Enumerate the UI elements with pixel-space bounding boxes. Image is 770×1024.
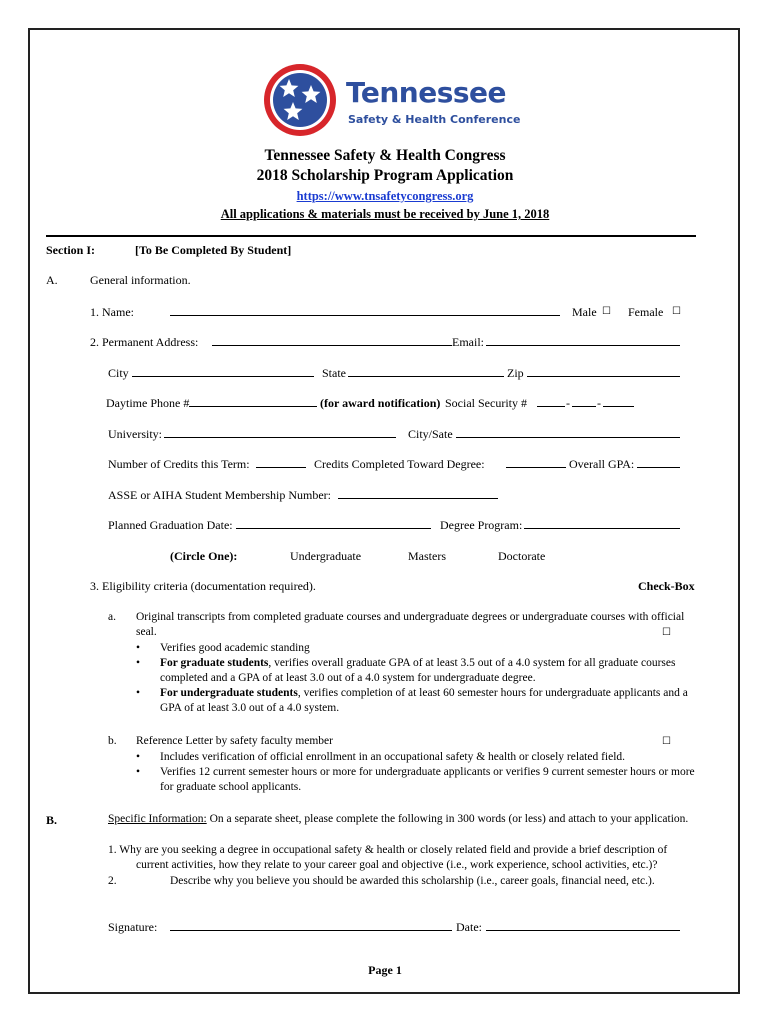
signature-label: Signature: xyxy=(108,920,158,934)
logo-name: Tennessee xyxy=(346,76,507,109)
ssn-field-2[interactable] xyxy=(572,395,596,407)
item-b-text: Reference Letter by safety faculty member xyxy=(136,735,333,747)
part-b-intro: Specific Information: On a separate sheet, please complete the following in 300 words (or less) and attach to your application. xyxy=(108,813,689,825)
date-label: Date: xyxy=(456,920,482,934)
item-b-letter: b. xyxy=(108,735,117,747)
checkbox-header: Check-Box xyxy=(638,579,695,593)
logo xyxy=(262,62,521,138)
part-a-letter: A. xyxy=(46,273,58,287)
section-note: [To Be Completed By Student] xyxy=(135,243,292,257)
university-label: University: xyxy=(108,427,162,441)
state-label: State xyxy=(322,366,346,380)
website-link[interactable]: https://www.tnsafetycongress.org xyxy=(296,189,474,203)
female-label: Female xyxy=(628,305,664,319)
deadline-notice: All applications & materials must be received by June 1, 2018 xyxy=(220,207,550,221)
address-label: 2. Permanent Address: xyxy=(90,335,199,349)
eligibility-label: 3. Eligibility criteria (documentation required). xyxy=(90,579,316,593)
signature-field[interactable] xyxy=(170,919,452,931)
option-doctorate[interactable]: Doctorate xyxy=(498,549,546,563)
zip-field[interactable] xyxy=(527,365,680,377)
credits-completed-field[interactable] xyxy=(506,456,566,468)
item-a-letter: a. xyxy=(108,611,116,623)
question-1-cont: current activities, how they relate to your career goal and objective (i.e., work experience, school activities, etc.)? xyxy=(136,859,658,871)
list-item: • For graduate students, verifies overall graduate GPA of at least 3.5 out of a 4.0 system for all graduate courses completed and a GPA of at least 3.0 out of a 4.0 system for undergraduate degree. xyxy=(136,656,696,686)
credits-term-label: Number of Credits this Term: xyxy=(108,457,250,471)
list-item: • For undergraduate students, verifies completion of at least 60 semester hours for undergraduate applicants and a GPA of at least 3.0 out of a 4.0 system. xyxy=(136,686,696,716)
degree-field[interactable] xyxy=(524,517,680,529)
phone-label: Daytime Phone # xyxy=(106,396,190,410)
option-masters[interactable]: Masters xyxy=(408,549,446,563)
degree-label: Degree Program: xyxy=(440,518,523,532)
list-item: • Includes verification of official enrollment in an occupational safety & health or closely related field. xyxy=(136,750,702,765)
ssn-field-3[interactable] xyxy=(603,395,634,407)
tennessee-tristar-icon xyxy=(262,62,338,138)
ssn-separator-2: - xyxy=(597,396,601,410)
grad-date-label: Planned Graduation Date: xyxy=(108,518,233,532)
part-a-title: General information. xyxy=(90,273,191,287)
item-a-bullets xyxy=(136,641,696,716)
part-b-title: Specific Information: xyxy=(108,813,207,825)
list-item: • Verifies good academic standing xyxy=(136,641,696,656)
membership-field[interactable] xyxy=(338,487,498,499)
city-field[interactable] xyxy=(132,365,314,377)
university-field[interactable] xyxy=(164,426,396,438)
item-b-checkbox[interactable]: ☐ xyxy=(662,736,671,747)
circle-one-label: (Circle One): xyxy=(170,549,238,563)
question-2: Describe why you believe you should be awarded this scholarship (i.e., career goals, financial need, etc.). xyxy=(170,875,655,887)
male-label: Male xyxy=(572,305,597,319)
ssn-separator-1: - xyxy=(566,396,570,410)
name-field[interactable] xyxy=(170,304,560,316)
header-rule xyxy=(46,235,696,237)
city-label: City xyxy=(108,366,129,380)
membership-label: ASSE or AIHA Student Membership Number: xyxy=(108,488,331,502)
question-1: 1. Why are you seeking a degree in occupational safety & health or closely related field and provide a brief description of xyxy=(108,844,668,856)
doc-subtitle: 2018 Scholarship Program Application xyxy=(256,167,514,184)
zip-label: Zip xyxy=(507,366,524,380)
name-label: 1. Name: xyxy=(90,305,134,319)
address-field[interactable] xyxy=(212,334,452,346)
gpa-field[interactable] xyxy=(637,456,680,468)
email-field[interactable] xyxy=(486,334,680,346)
citystate-label: City/Sate xyxy=(408,427,453,441)
state-field[interactable] xyxy=(348,365,504,377)
option-undergraduate[interactable]: Undergraduate xyxy=(290,549,362,563)
item-a-text-cont: seal. xyxy=(136,626,157,638)
ssn-field-1[interactable] xyxy=(537,395,565,407)
phone-note: (for award notification) xyxy=(320,396,441,410)
section-label: Section I: xyxy=(46,243,95,257)
citystate-field[interactable] xyxy=(456,426,680,438)
item-b-bullets xyxy=(136,750,702,795)
ssn-label: Social Security # xyxy=(445,396,527,410)
doc-title: Tennessee Safety & Health Congress xyxy=(264,147,506,164)
list-item: • Verifies 12 current semester hours or more for undergraduate applicants or verifies 9 current semester hours or more for graduate school applicants. xyxy=(136,765,702,795)
credits-term-field[interactable] xyxy=(256,456,306,468)
credits-completed-label: Credits Completed Toward Degree: xyxy=(314,457,485,471)
female-checkbox[interactable]: ☐ xyxy=(672,306,681,317)
question-2-number: 2. xyxy=(108,875,117,887)
gpa-label: Overall GPA: xyxy=(569,457,635,471)
logo-tagline: Safety & Health Conference xyxy=(348,113,521,126)
page-number: Page 1 xyxy=(368,963,402,977)
item-a-text: Original transcripts from completed graduate courses and undergraduate degrees or undergraduate courses with official xyxy=(136,611,685,623)
phone-field[interactable] xyxy=(189,395,317,407)
part-b-letter: B. xyxy=(46,813,58,827)
male-checkbox[interactable]: ☐ xyxy=(602,306,611,317)
email-label: Email: xyxy=(452,335,484,349)
date-field[interactable] xyxy=(486,919,680,931)
grad-date-field[interactable] xyxy=(236,517,431,529)
item-a-checkbox[interactable]: ☐ xyxy=(662,627,671,638)
